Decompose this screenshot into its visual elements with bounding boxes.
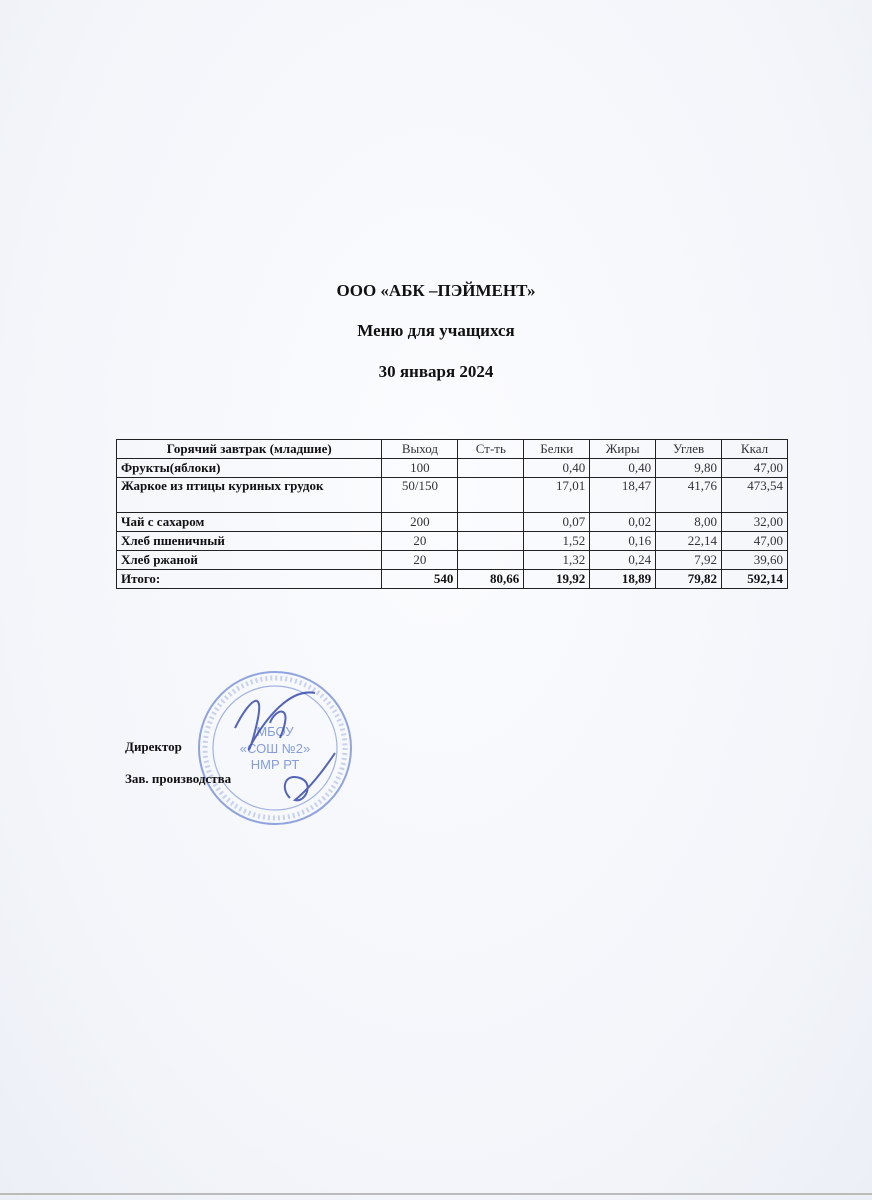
dish-name: Жаркое из птицы куриных грудок xyxy=(117,478,382,513)
dish-cost xyxy=(458,532,524,551)
table-header-row xyxy=(117,440,788,459)
school-stamp xyxy=(195,668,355,828)
dish-protein: 0,40 xyxy=(524,459,590,478)
dish-carbs: 22,14 xyxy=(656,532,722,551)
dish-protein: 0,07 xyxy=(524,513,590,532)
dish-protein: 1,32 xyxy=(524,551,590,570)
dish-carbs: 9,80 xyxy=(656,459,722,478)
table-row xyxy=(117,513,788,532)
dish-output: 20 xyxy=(382,551,458,570)
dish-fat: 18,47 xyxy=(590,478,656,513)
dish-protein: 17,01 xyxy=(524,478,590,513)
dish-output: 100 xyxy=(382,459,458,478)
column-header-cost: Ст-ть xyxy=(458,440,524,459)
dish-kcal: 32,00 xyxy=(722,513,788,532)
dish-cost xyxy=(458,478,524,513)
dish-cost xyxy=(458,513,524,532)
dish-name: Хлеб пшеничный xyxy=(117,532,382,551)
dish-kcal: 473,54 xyxy=(722,478,788,513)
document-date: 30 января 2024 xyxy=(378,362,494,381)
stamp-line-3: НМР РТ xyxy=(250,757,300,772)
dish-fat: 0,02 xyxy=(590,513,656,532)
total-kcal: 592,14 xyxy=(722,570,788,589)
menu-table xyxy=(116,439,788,589)
total-protein: 19,92 xyxy=(524,570,590,589)
table-row xyxy=(117,478,788,513)
stamp-line-2: «СОШ №2» xyxy=(239,741,311,756)
column-header-carbs: Углев xyxy=(656,440,722,459)
column-header-fat: Жиры xyxy=(590,440,656,459)
dish-carbs: 8,00 xyxy=(656,513,722,532)
dish-output: 20 xyxy=(382,532,458,551)
document-title: Меню для учащихся xyxy=(357,321,515,340)
dish-kcal: 39,60 xyxy=(722,551,788,570)
dish-output: 200 xyxy=(382,513,458,532)
column-header-meal: Горячий завтрак (младшие) xyxy=(117,440,382,459)
stamp-line-1: МБОУ xyxy=(256,724,294,739)
dish-name: Хлеб ржаной xyxy=(117,551,382,570)
scan-edge xyxy=(0,1193,872,1195)
column-header-output: Выход xyxy=(382,440,458,459)
column-header-kcal: Ккал xyxy=(722,440,788,459)
total-label: Итого: xyxy=(117,570,382,589)
dish-carbs: 7,92 xyxy=(656,551,722,570)
column-header-protein: Белки xyxy=(524,440,590,459)
dish-protein: 1,52 xyxy=(524,532,590,551)
table-row xyxy=(117,459,788,478)
total-fat: 18,89 xyxy=(590,570,656,589)
dish-fat: 0,40 xyxy=(590,459,656,478)
total-row xyxy=(117,570,788,589)
company-name: ООО «АБК –ПЭЙМЕНТ» xyxy=(336,281,536,300)
dish-cost xyxy=(458,551,524,570)
production-manager-label: Зав. производства xyxy=(125,771,232,786)
dish-carbs: 41,76 xyxy=(656,478,722,513)
dish-fat: 0,24 xyxy=(590,551,656,570)
dish-fat: 0,16 xyxy=(590,532,656,551)
total-output: 540 xyxy=(382,570,458,589)
director-label: Директор xyxy=(125,739,182,754)
dish-name: Чай с сахаром xyxy=(117,513,382,532)
total-carbs: 79,82 xyxy=(656,570,722,589)
dish-name: Фрукты(яблоки) xyxy=(117,459,382,478)
dish-kcal: 47,00 xyxy=(722,532,788,551)
table-row xyxy=(117,532,788,551)
dish-cost xyxy=(458,459,524,478)
dish-output: 50/150 xyxy=(382,478,458,513)
dish-kcal: 47,00 xyxy=(722,459,788,478)
total-cost: 80,66 xyxy=(458,570,524,589)
table-row xyxy=(117,551,788,570)
